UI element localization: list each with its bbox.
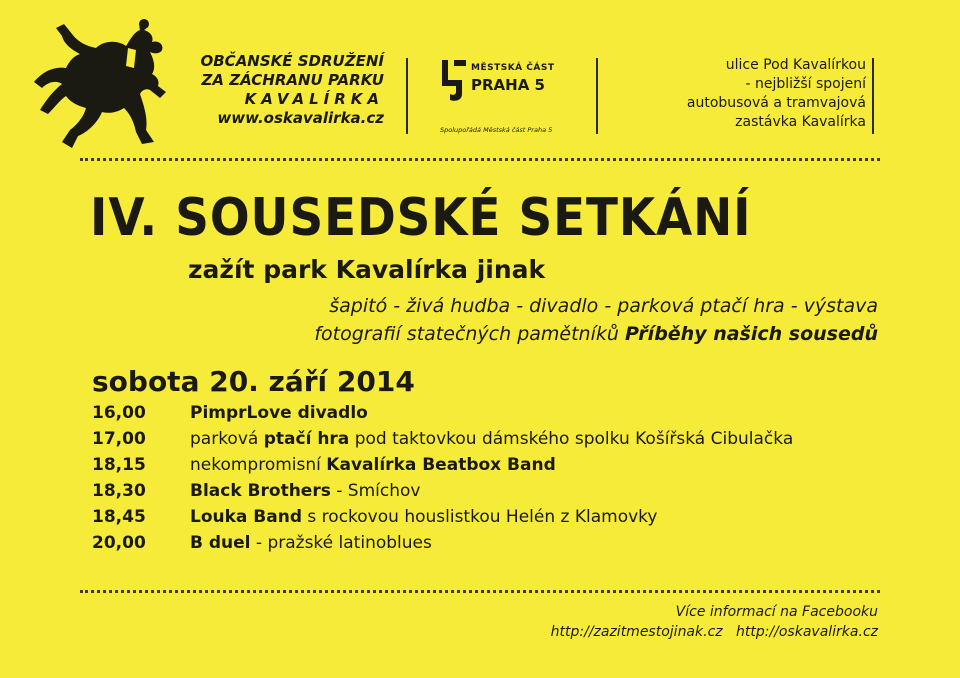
program-list: [92, 400, 892, 556]
horse-rider-logo-icon: [26, 10, 166, 150]
info-line3: autobusová a tramvajová: [686, 95, 866, 111]
desc-line2-b: Příběhy našich sousedů: [624, 323, 878, 345]
program-text-part: - pražské latinoblues: [250, 533, 432, 553]
divider: [596, 58, 598, 134]
organization-block: [172, 52, 384, 128]
org-website-link[interactable]: www.oskavalirka.cz: [217, 109, 384, 127]
praha5-line1: MĚSTSKÁ ČÁST: [471, 63, 555, 73]
program-row: [92, 478, 892, 504]
program-text-part: parková: [190, 429, 264, 449]
program-text-part: PimprLove divadlo: [190, 403, 368, 423]
event-title: IV. SOUSEDSKÉ SETKÁNÍ: [90, 188, 752, 248]
location-info: [610, 56, 866, 132]
program-row: [92, 530, 892, 556]
footer-line1: Více informací na Facebooku: [675, 604, 878, 620]
program-time: 17,00: [92, 429, 146, 449]
program-time: 18,30: [92, 481, 146, 501]
event-description: [188, 292, 878, 348]
program-text-part: Kavalírka Beatbox Band: [326, 455, 556, 475]
program-text: [190, 478, 420, 504]
org-name-line3: KAVALÍRKA: [244, 90, 384, 108]
info-line2: - nejbližší spojení: [745, 76, 866, 92]
program-text-part: - Smíchov: [330, 481, 421, 501]
program-time: 20,00: [92, 533, 146, 553]
desc-line1: šapitó - živá hudba - divadlo - parková ptačí hra - výstava: [329, 295, 878, 317]
program-text-part: nekompromisní: [190, 455, 327, 475]
praha5-cosponsor: Spolupořádá Městská část Praha 5: [440, 126, 553, 134]
praha5-label: [471, 60, 554, 94]
dotted-separator: [80, 158, 880, 161]
info-line4: zastávka Kavalírka: [735, 114, 866, 130]
org-name-line1: OBČANSKÉ SDRUŽENÍ: [200, 52, 384, 70]
program-text-part: ptačí hra: [263, 429, 350, 449]
info-line1: ulice Pod Kavalírkou: [725, 57, 866, 73]
program-time: 18,15: [92, 455, 146, 475]
program-row: [92, 504, 892, 530]
program-text-part: Black Brothers: [190, 481, 331, 501]
event-date: sobota 20. září 2014: [92, 365, 415, 398]
program-row: [92, 452, 892, 478]
program-time: 18,45: [92, 507, 146, 527]
program-text: [190, 504, 657, 530]
org-name-line2: ZA ZÁCHRANU PARKU: [201, 71, 384, 89]
program-text-part: s rockovou houslistkou Helén z Klamovky: [302, 507, 658, 527]
dotted-separator: [80, 590, 880, 593]
divider: [406, 58, 408, 134]
program-text: [190, 400, 368, 426]
program-text: [190, 452, 556, 478]
desc-line2: [188, 320, 878, 348]
program-text-part: Louka Band: [190, 507, 303, 527]
program-text-part: B duel: [190, 533, 251, 553]
event-subtitle: zažít park Kavalírka jinak: [188, 255, 546, 284]
praha5-line2: PRAHA 5: [471, 76, 545, 94]
program-time: 16,00: [92, 403, 146, 423]
praha5-logo-icon: [440, 58, 470, 106]
footer-info: [440, 602, 878, 642]
footer-links[interactable]: http://zazitmestojinak.cz http://oskavalirka.cz: [550, 624, 878, 640]
divider: [872, 58, 874, 134]
program-text-part: pod taktovkou dámského spolku Košířská Cibulačka: [349, 429, 794, 449]
program-text: [190, 426, 793, 452]
program-row: [92, 400, 892, 426]
program-row: [92, 426, 892, 452]
program-text: [190, 530, 432, 556]
desc-line2-a: fotografií statečných pamětníků: [314, 323, 619, 345]
